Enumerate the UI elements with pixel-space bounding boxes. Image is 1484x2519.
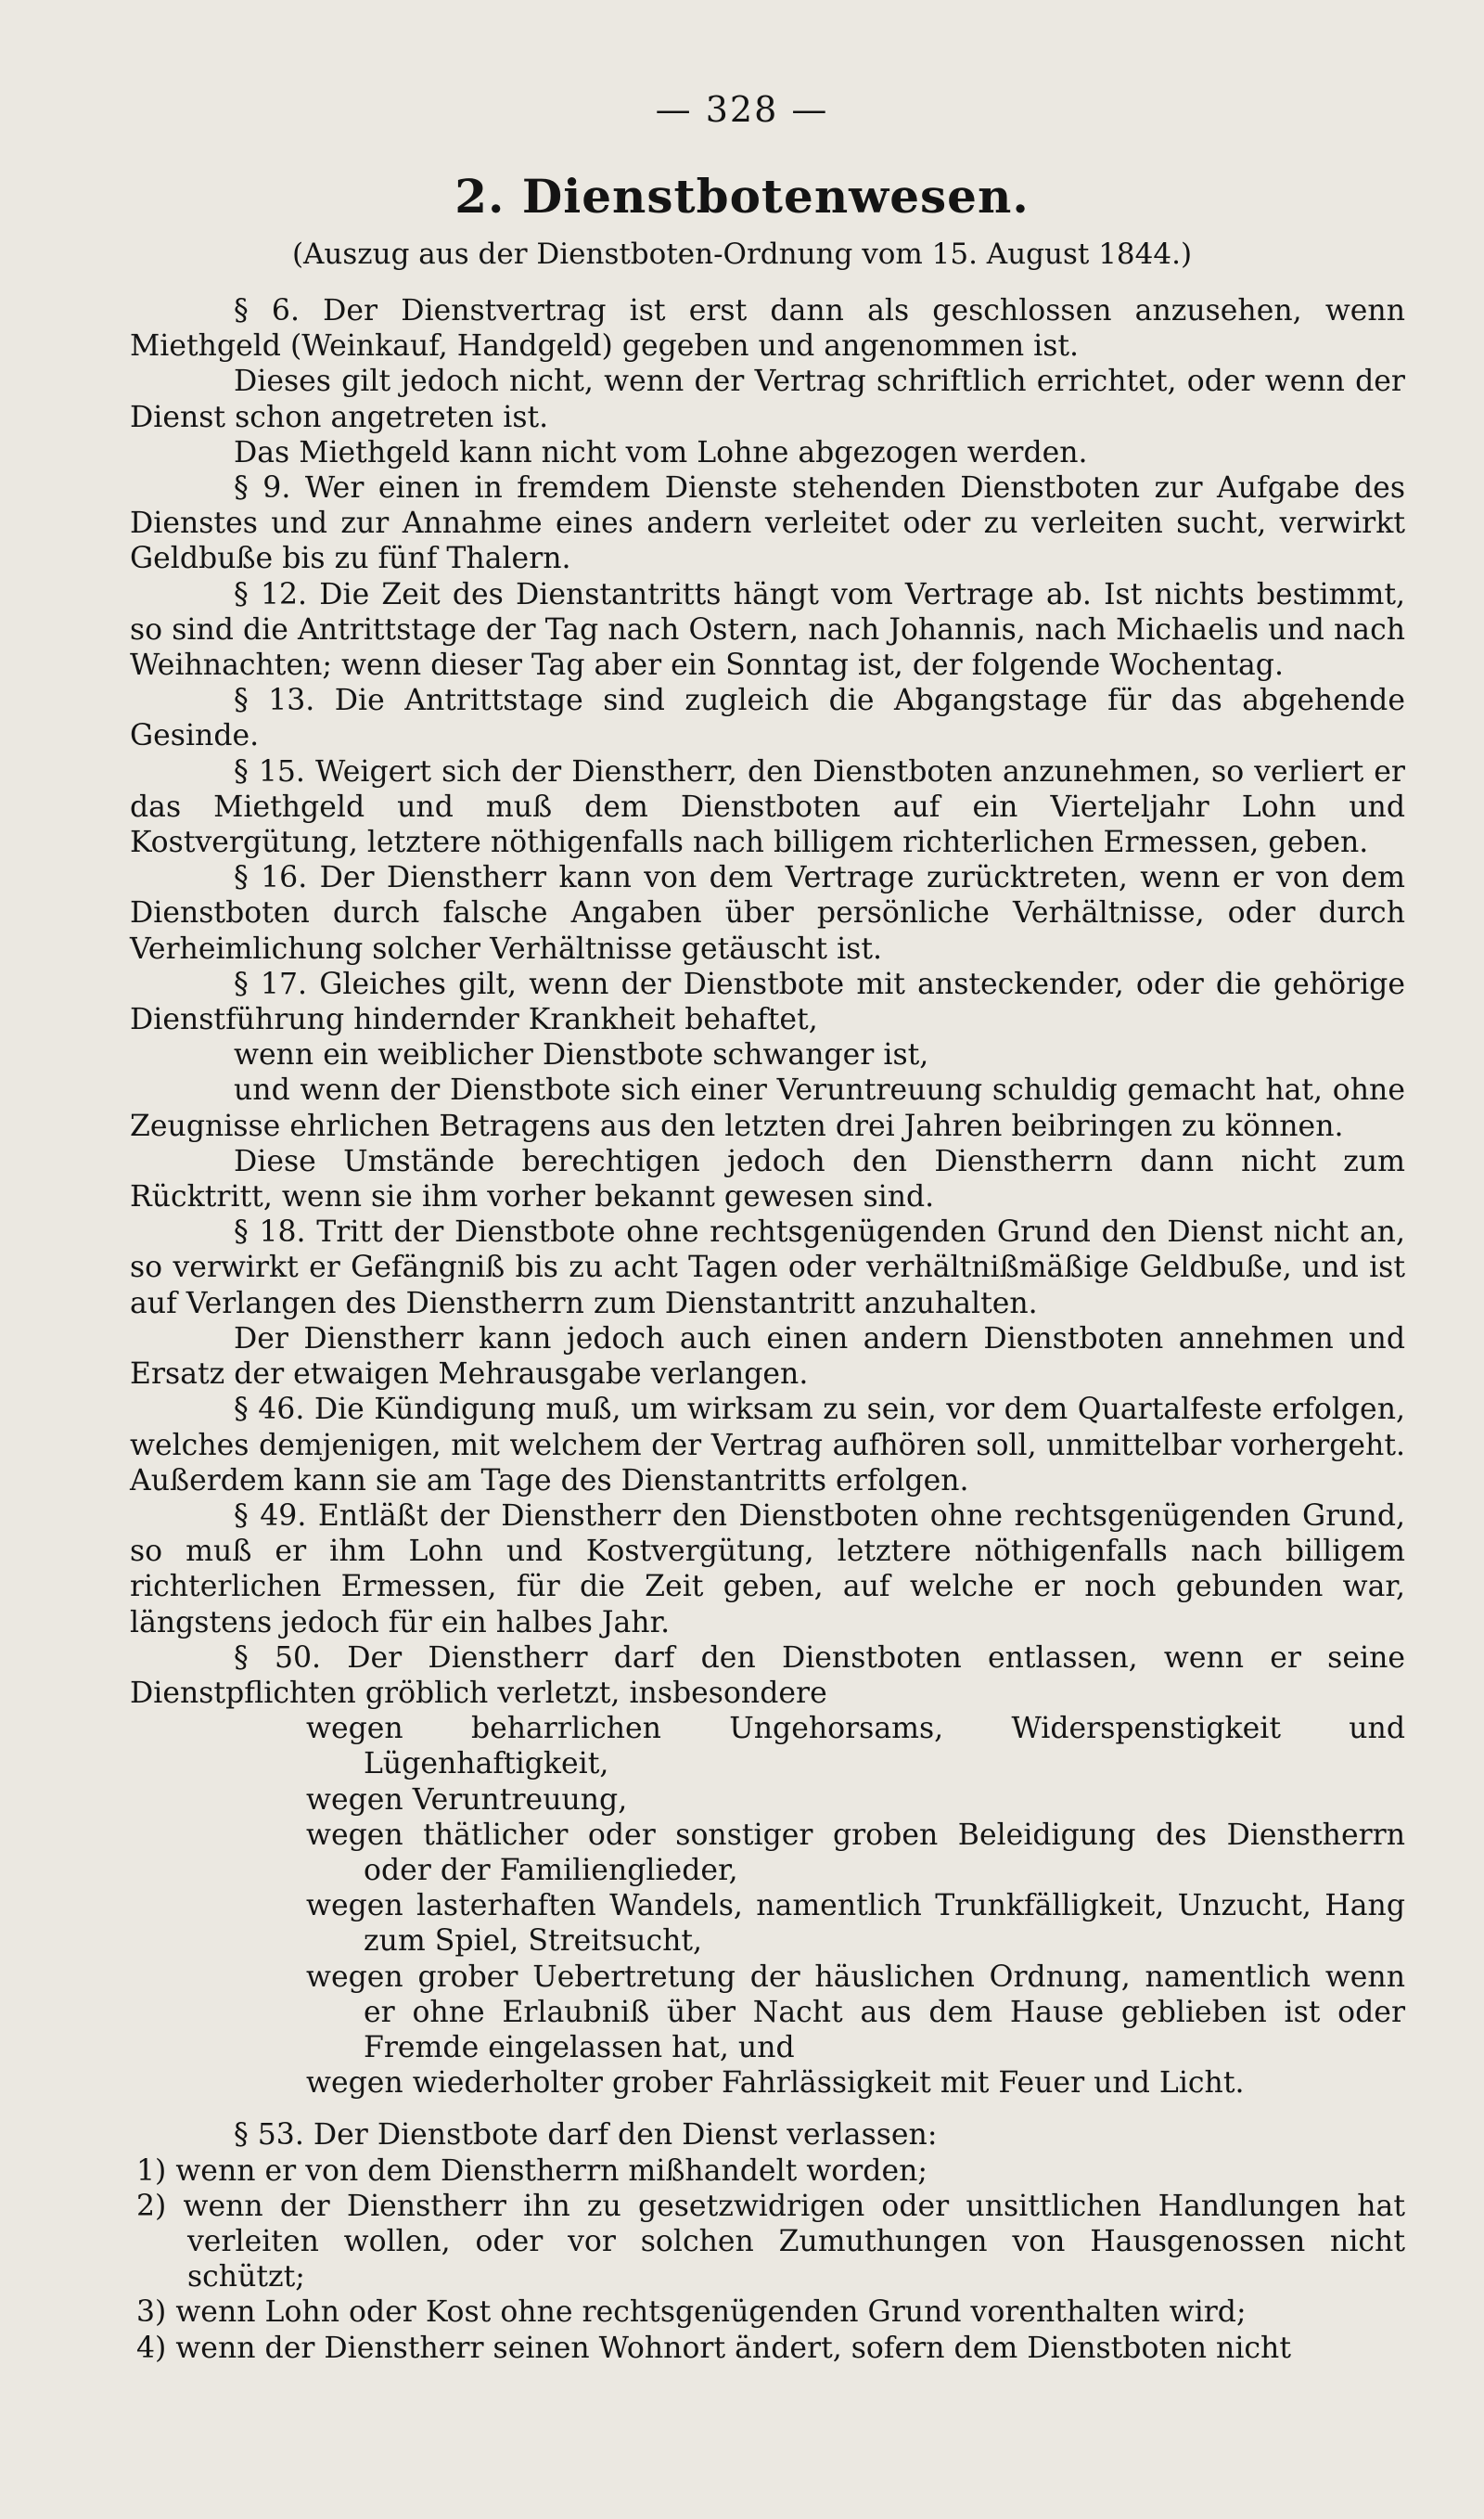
paragraph-s18-cont: Der Dienstherr kann jedoch auch einen andern Dienstboten annehmen und Ersatz der etwaigen Mehrausgabe verlangen.: [130, 1321, 1405, 1392]
paragraph-s17-note: Diese Umstände berechtigen jedoch den Dienstherrn dann nicht zum Rücktritt, wenn sie ihm vorher bekannt gewesen sind.: [130, 1144, 1405, 1215]
document-body: [130, 293, 1405, 2366]
paragraph-s15: § 15. Weigert sich der Dienstherr, den Dienstboten anzunehmen, so verliert er das Miethgeld und muß dem Dienstboten auf ein Vierteljahr Lohn und Kostvergütung, letztere nöthigenfalls nach billigem richterlichen Ermessen, geben.: [130, 754, 1405, 860]
s50-list-item: wegen Veruntreuung,: [306, 1782, 628, 1817]
paragraph-s46: § 46. Die Kündigung muß, um wirksam zu sein, vor dem Quartalfeste erfolgen, welches demjenigen, mit welchem der Vertrag aufhören soll, unmittelbar vorhergeht. Außerdem kann sie am Tage des Dienstantritts erfolgen.: [130, 1393, 1405, 1497]
paragraph-s13: § 13. Die Antrittstage sind zugleich die Abgangstage für das abgehende Gesinde.: [130, 684, 1405, 753]
paragraph-s12: § 12. Die Zeit des Dienstantritts hängt vom Vertrage ab. Ist nichts bestimmt, so sind die Antrittstage der Tag nach Ostern, nach Johannis, nach Michaelis und nach Weihnachten; wenn dieser Tag aber ein Sonntag ist, der folgende Wochentag.: [130, 577, 1405, 683]
s53-list-item: 3) wenn Lohn oder Kost ohne rechtsgenügenden Grund vorenthalten wird;: [136, 2295, 1247, 2330]
section-subtitle: (Auszug aus der Dienstboten-Ordnung vom 15. August 1844.): [291, 238, 1193, 271]
s53-list-item: 1) wenn er von dem Dienstherrn mißhandelt worden;: [136, 2153, 928, 2188]
s53-list-item: 2) wenn der Dienstherr ihn zu gesetzwidrigen oder unsittlichen Handlungen hat verleiten wollen, oder vor solchen Zumuthungen von Hausgenossen nicht schützt;: [136, 2189, 1405, 2294]
s50-list-item: wegen lasterhaften Wandels, namentlich Trunkfälligkeit, Unzucht, Hang zum Spiel, Streitsucht,: [306, 1889, 1405, 1959]
paragraph-s49: § 49. Entläßt der Dienstherr den Dienstboten ohne rechtsgenügenden Grund, so muß er ihm Lohn und Kostvergütung, letztere nöthigenfalls nach billigem richterlichen Ermessen, für die Zeit geben, auf welche er noch gebunden war, längstens jedoch für ein halbes Jahr.: [130, 1498, 1405, 1639]
paragraph-s17-clause2: und wenn der Dienstbote sich einer Veruntreuung schuldig gemacht hat, ohne Zeugnisse ehrlichen Betragens aus den letzten drei Jahren beibringen zu können.: [130, 1073, 1405, 1143]
paragraph-s18: § 18. Tritt der Dienstbote ohne rechtsgenügenden Grund den Dienst nicht an, so verwirkt er Gefängniß bis zu acht Tagen oder verhältnißmäßige Geldbuße, und ist auf Verlangen des Dienstherrn zum Dienstantritt anzuhalten.: [130, 1215, 1405, 1320]
paragraph-s6-note: Das Miethgeld kann nicht vom Lohne abgezogen werden.: [234, 435, 1088, 469]
paragraph-s17: § 17. Gleiches gilt, wenn der Dienstbote mit ansteckender, oder die gehörige Dienstführung hindernder Krankheit behaftet,: [130, 967, 1405, 1037]
paragraph-s53: § 53. Der Dienstbote darf den Dienst verlassen:: [234, 2118, 938, 2153]
s53-list-item: 4) wenn der Dienstherr seinen Wohnort ändert, sofern dem Dienstboten nicht: [136, 2331, 1291, 2365]
paragraph-s50: § 50. Der Dienstherr darf den Dienstboten entlassen, wenn er seine Dienstpflichten gröblich verletzt, insbesondere: [130, 1640, 1405, 1710]
paragraph-s9: § 9. Wer einen in fremdem Dienste stehenden Dienstboten zur Aufgabe des Dienstes und zur Annahme eines andern verleitet oder zu verleiten sucht, verwirkt Geldbuße bis zu fünf Thalern.: [130, 471, 1405, 576]
s50-list-item: wegen thätlicher oder sonstiger groben Beleidigung des Dienstherrn oder der Familienglieder,: [306, 1818, 1405, 1887]
s50-list-item: wegen beharrlichen Ungehorsams, Widerspenstigkeit und Lügenhaftigkeit,: [306, 1712, 1405, 1781]
page-number: — 328 —: [655, 89, 829, 130]
paragraph-s6-cont: Dieses gilt jedoch nicht, wenn der Vertrag schriftlich errichtet, oder wenn der Dienst schon angetreten ist.: [130, 365, 1405, 434]
s50-list-item: wegen wiederholter grober Fahrlässigkeit mit Feuer und Licht.: [306, 2066, 1245, 2101]
paragraph-s16: § 16. Der Dienstherr kann von dem Vertrage zurücktreten, wenn er von dem Dienstboten durch falsche Angaben über persönliche Verhältnisse, oder durch Verheimlichung solcher Verhältnisse getäuscht ist.: [130, 861, 1405, 966]
s50-list-item: wegen grober Uebertretung der häuslichen Ordnung, namentlich wenn er ohne Erlaubniß über Nacht aus dem Hause geblieben ist oder Fremde eingelassen hat, und: [306, 1960, 1405, 2064]
section-spacer: [130, 2101, 1405, 2117]
paragraph-s6: § 6. Der Dienstvertrag ist erst dann als geschlossen anzusehen, wenn Miethgeld (Weinkauf, Handgeld) gegeben und angenommen ist.: [130, 294, 1405, 364]
section-title: 2. Dienstbotenwesen.: [454, 169, 1030, 224]
paragraph-s17-clause: wenn ein weiblicher Dienstbote schwanger ist,: [234, 1038, 929, 1073]
